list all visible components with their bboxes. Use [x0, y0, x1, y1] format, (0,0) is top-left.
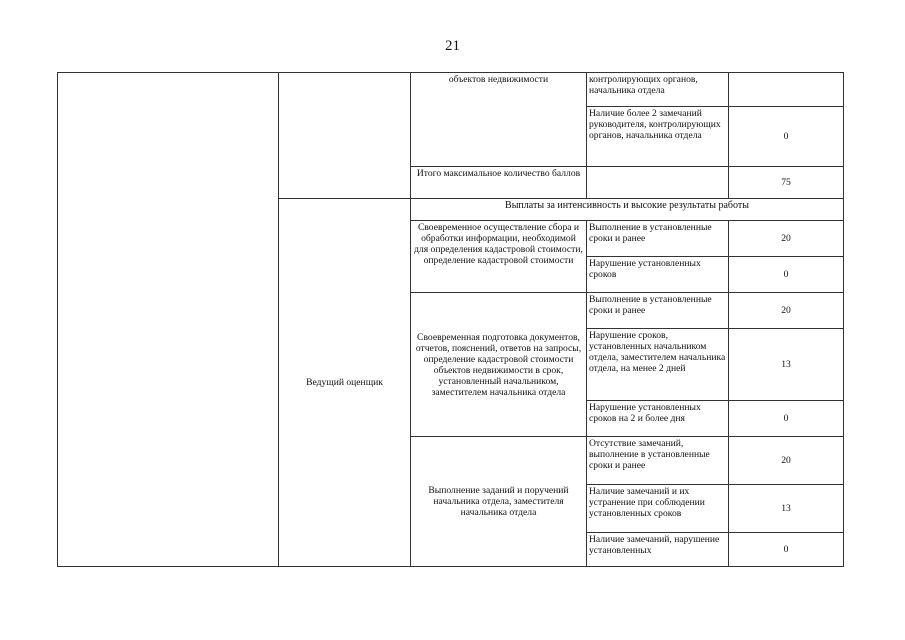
section-title: Выплаты за интенсивность и высокие результаты работы	[411, 199, 844, 221]
criterion-cell: Наличие замечаний, нарушение установленных	[587, 533, 729, 567]
position-cell-top	[279, 73, 411, 199]
score-cell: 0	[729, 401, 844, 437]
total-score-cell: 75	[729, 167, 844, 199]
score-cell: 0	[729, 107, 844, 167]
indicator-cell: Выполнение заданий и поручений начальника отдела, заместителя начальника отдела	[411, 437, 587, 567]
criterion-cell: Нарушение установленных сроков на 2 и более дня	[587, 401, 729, 437]
score-cell: 0	[729, 257, 844, 293]
payment-criteria-table	[57, 72, 844, 567]
indicator-cell: объектов недвижимости	[411, 73, 587, 167]
score-cell: 20	[729, 221, 844, 257]
criterion-cell: контролирующих органов, начальника отдела	[587, 73, 729, 107]
criterion-cell: Выполнение в установленные сроки и ранее	[587, 293, 729, 329]
score-cell	[729, 73, 844, 107]
criterion-cell: Нарушение сроков, установленных начальником отдела, заместителем начальника отдела, на менее 2 дней	[587, 329, 729, 401]
indicator-cell: Своевременное осуществление сбора и обработки информации, необходимой для определения кадастровой стоимости, определение кадастровой стоимости	[411, 221, 587, 293]
criterion-cell-empty	[587, 167, 729, 199]
score-cell: 13	[729, 485, 844, 533]
blank-column-cell	[58, 73, 279, 567]
criterion-cell: Выполнение в установленные сроки и ранее	[587, 221, 729, 257]
criterion-cell: Наличие более 2 замечаний руководителя, контролирующих органов, начальника отдела	[587, 107, 729, 167]
score-cell: 20	[729, 293, 844, 329]
table-row	[58, 73, 844, 107]
total-label-cell: Итого максимальное количество баллов	[411, 167, 587, 199]
position-cell: Ведущий оценщик	[279, 199, 411, 567]
score-cell: 13	[729, 329, 844, 401]
criterion-cell: Наличие замечаний и их устранение при соблюдении установленных сроков	[587, 485, 729, 533]
score-cell: 0	[729, 533, 844, 567]
criterion-cell: Отсутствие замечаний, выполнение в установленные сроки и ранее	[587, 437, 729, 485]
score-cell: 20	[729, 437, 844, 485]
criterion-cell: Нарушение установленных сроков	[587, 257, 729, 293]
page-number: 21	[445, 38, 460, 54]
indicator-cell: Своевременная подготовка документов, отчетов, пояснений, ответов на запросы, определение кадастровой стоимости объектов недвижимости в срок, установленный начальником, заместителем начальника отдела	[411, 293, 587, 437]
